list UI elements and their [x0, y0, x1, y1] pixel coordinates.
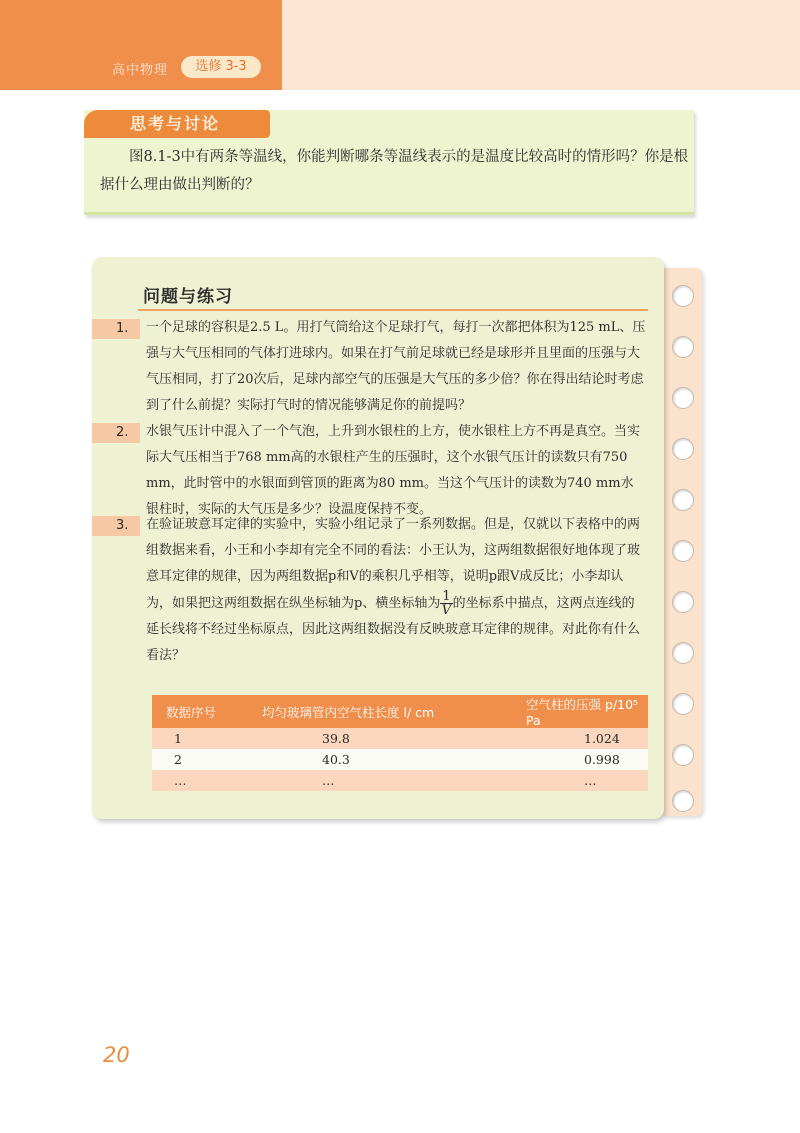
subject-label: 高中物理 — [112, 63, 169, 78]
fraction-1-over-v — [440, 590, 452, 617]
table-cell: 1 — [152, 728, 248, 749]
question-2-text: 水银气压计中混入了一个气泡，上升到水银柱的上方，使水银柱上方不再是真空。当实际大气压相当于768 mm高的水银柱产生的压强时，这个水银气压计的读数只有750 mm，此时管中的水银面到管顶的距离为80 mm。当这个气压计的读数为740 mm水银柱时，实际的大气压是多少？设温度保持不变。 — [146, 424, 641, 517]
table-cell: 2 — [152, 749, 248, 770]
think-discuss-text: 图8.1-3中有两条等温线，你能判断哪条等温线表示的是温度比较高时的情形吗？你是根据什么理由做出判断的？ — [100, 149, 689, 193]
volume-badge: 选修 3-3 — [181, 56, 261, 78]
question-3-text — [146, 512, 646, 669]
ring-hole — [672, 285, 694, 307]
ring-hole — [672, 387, 694, 409]
table-row — [152, 728, 648, 749]
ring-hole — [672, 489, 694, 511]
think-discuss-title: 思考与讨论 — [84, 110, 270, 138]
question-number: 2. — [116, 425, 129, 440]
table-cell: … — [512, 770, 648, 791]
table-cell: 39.8 — [248, 728, 512, 749]
exercises-title: 问题与练习 — [143, 287, 233, 307]
fraction-denominator: V — [441, 603, 452, 618]
ring-hole — [672, 336, 694, 358]
column-header: 均匀玻璃管内空气柱长度 l/ cm — [248, 695, 512, 728]
ring-hole — [672, 438, 694, 460]
ring-hole — [672, 744, 694, 766]
ring-hole — [672, 642, 694, 664]
page-number: 20 — [103, 1043, 130, 1067]
ring-hole — [672, 591, 694, 613]
question-3-text-a: 在验证玻意耳定律的实验中，实验小组记录了一系列数据。但是，仅就以下表格中的两组数据来看，小王和小李却有完全不同的看法：小王认为，这两组数据很好地体现了玻意耳定律的规律，因为两组数据p和V的乘积几乎相等，说明p跟V成反比；小李却认为，如果把这两组数据在纵坐标轴为p、横坐标轴为 — [146, 517, 641, 611]
ring-hole — [672, 540, 694, 562]
table-header-row — [152, 695, 648, 728]
table-row — [152, 749, 648, 770]
table-cell: 1.024 — [512, 728, 648, 749]
column-header: 空气柱的压强 p/10⁵ Pa — [512, 695, 648, 728]
question-1-text: 一个足球的容积是2.5 L。用打气筒给这个足球打气，每打一次都把体积为125 mL、压强与大气压相同的气体打进球内。如果在打气前足球就已经是球形并且里面的压强与大气压相同，打了20次后，足球内部空气的压强是大气压的多少倍？你在得出结论时考虑到了什么前提？实际打气时的情况能够满足你的前提吗？ — [146, 320, 646, 413]
table-row — [152, 770, 648, 791]
ring-hole — [672, 693, 694, 715]
data-table — [152, 695, 648, 791]
question-3-text-b: 的坐标系中描点，这两点连线的延长线将不经过坐标原点，因此这两组数据没有反映玻意耳定律的规律。对此你有什么看法？ — [146, 596, 641, 663]
fraction-numerator: 1 — [442, 589, 451, 604]
table-cell: … — [248, 770, 512, 791]
question-number: 3. — [116, 518, 129, 533]
column-header: 数据序号 — [152, 695, 248, 728]
ring-hole — [672, 790, 694, 812]
question-number: 1. — [116, 321, 129, 336]
table-cell: 40.3 — [248, 749, 512, 770]
header-band-right — [282, 0, 800, 90]
table-cell: … — [152, 770, 248, 791]
table-cell: 0.998 — [512, 749, 648, 770]
title-divider — [138, 309, 648, 311]
